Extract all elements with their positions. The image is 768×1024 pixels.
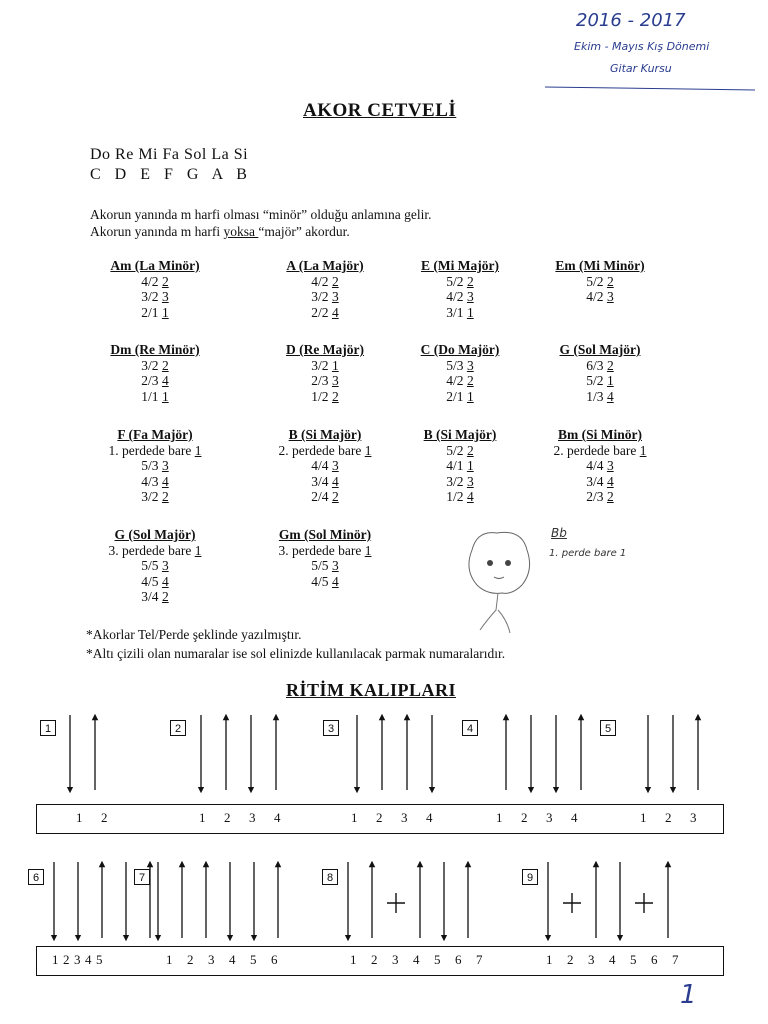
chord-name: C (Do Majör) [420,342,500,357]
chord-line [380,274,540,290]
beat-count: 5 [630,952,637,967]
beat-count: 1 [350,952,357,967]
finger-number: 4 [331,573,339,589]
chord-line [75,474,235,490]
explanation-line2-post: “majör” akordur. [258,224,350,239]
chord-name: Bm (Si Minör) [558,427,642,442]
finger-number: 3 [331,373,339,388]
chord-line [75,373,235,389]
rhythm-title: RİTİM KALIPLARI [286,680,457,700]
chord-line [380,289,540,305]
finger-number: 1 [466,458,474,473]
string-fret: 3/2 [446,473,464,489]
pattern-number: 9 [522,869,538,885]
chord-block [75,342,235,404]
chord-line [75,574,235,590]
string-fret: 5/5 [141,558,159,573]
string-fret: 5/3 [141,458,159,473]
beat-count: 2 [101,810,108,825]
beat-count: 3 [392,952,399,967]
finger-number: 2 [331,489,339,504]
explanation-line2 [90,224,350,240]
finger-number: 1 [364,442,372,458]
string-fret: 3/2 [141,357,159,373]
finger-number: 4 [606,388,614,404]
beat-count: 1 [52,952,59,967]
finger-number: 1 [331,357,339,373]
footnote-2: *Altı çizili olan numaralar ise sol elinizde kullanılacak parmak numaralarıdır. [86,646,506,661]
chord-block [75,527,235,605]
beat-count: 2 [63,952,70,967]
chord-line [380,474,540,490]
string-fret: 3/4 [311,473,329,489]
finger-number: 1 [161,388,169,404]
finger-number: 2 [161,589,169,604]
letter-notes: C D E F G A B [90,166,252,183]
beat-count: 2 [371,952,378,967]
solfege-notes: Do Re Mi Fa Sol La Si [90,146,249,163]
finger-number: 2 [466,273,474,289]
chord-line [520,389,680,405]
finger-number: 2 [466,442,474,458]
finger-number: 2 [606,357,614,373]
chord-line [380,458,540,474]
string-fret: 3/2 [311,289,329,304]
string-fret: 4/4 [586,458,604,473]
chord-block [380,258,540,320]
explanation-line2-underlined: yoksa [223,224,259,239]
chord-line [245,574,405,590]
handwritten-underline [545,87,755,91]
finger-number: 4 [161,373,169,388]
chord-line [75,305,235,321]
finger-number: 1 [466,304,474,320]
beat-count: 3 [401,810,408,825]
beat-count: 1 [640,810,647,825]
finger-number: 3 [466,357,474,373]
chord-line [75,289,235,305]
finger-number: 4 [161,573,169,589]
string-fret: 5/5 [311,558,329,573]
handwritten-course: Gitar Kursu [610,62,672,75]
string-fret: 2/3 [311,373,329,388]
finger-number: 3 [161,558,169,573]
string-fret: 2/3 [141,373,159,388]
finger-number: 1 [606,373,614,388]
finger-number: 4 [161,473,169,489]
beat-count: 2 [521,810,528,825]
chord-name: F (Fa Majör) [117,427,193,442]
page-number: 1 [680,980,697,1010]
bb-note-line: 1. perde bare 1 [549,548,627,559]
doodle-drawing [452,525,552,635]
chord-line [520,458,680,474]
string-fret: 1/2 [446,489,464,504]
finger-number: 1 [194,542,202,558]
chord-name: B (Si Majör) [423,427,497,442]
pattern-number: 6 [28,869,44,885]
finger-number: 2 [161,357,169,373]
rhythm-strokes-row [0,711,768,800]
beat-count: 1 [166,952,173,967]
chord-name: Em (Mi Minör) [555,258,645,273]
chord-line [75,458,235,474]
beat-count: 2 [187,952,194,967]
string-fret: 5/2 [586,373,604,388]
finger-number: 1 [161,304,169,320]
beat-count: 1 [496,810,503,825]
string-fret: 5/3 [446,357,464,373]
string-fret: 2/3 [586,489,604,504]
pattern-number: 4 [462,720,478,736]
beat-count: 3 [588,952,595,967]
handwritten-years: 2016 - 2017 [576,10,686,31]
beat-count: 5 [96,952,103,967]
finger-number: 1 [364,542,372,558]
string-fret: 3. perdede bare [278,542,362,558]
chord-line [380,358,540,374]
beat-count: 2 [224,810,231,825]
chord-line [520,489,680,505]
chord-line [520,443,680,459]
chord-line [520,289,680,305]
beat-count: 3 [690,810,697,825]
finger-number: 2 [161,489,169,504]
chord-block [380,342,540,404]
string-fret: 4/2 [311,273,329,289]
chord-line [380,373,540,389]
pattern-number: 5 [600,720,616,736]
beat-count: 2 [665,810,672,825]
finger-number: 1 [639,442,647,458]
chord-line [75,543,235,559]
beat-count: 6 [271,952,278,967]
beat-count: 7 [672,952,679,967]
string-fret: 4/2 [446,373,464,388]
finger-number: 2 [331,273,339,289]
explanation-line1: Akorun yanında m harfi olması “minör” olduğu anlamına gelir. [90,207,432,222]
mute-stroke [387,893,405,913]
handwritten-term: Ekim - Mayıs Kış Dönemi [574,40,710,53]
mute-stroke [635,893,653,913]
chord-name: A (La Majör) [286,258,364,273]
finger-number: 4 [331,304,339,320]
beat-count: 4 [571,810,578,825]
string-fret: 5/2 [446,273,464,289]
pattern-number: 7 [134,869,150,885]
string-fret: 1/1 [141,388,159,404]
beat-count: 1 [351,810,358,825]
chord-block [520,258,680,305]
finger-number: 3 [161,458,169,473]
chord-line [245,558,405,574]
beat-count: 4 [274,810,281,825]
chord-line [520,274,680,290]
page-title: AKOR CETVELİ [303,100,457,121]
string-fret: 3/2 [141,489,159,504]
finger-number: 2 [606,273,614,289]
beat-count: 5 [250,952,257,967]
rhythm-strokes-row [0,858,768,948]
chord-block [520,427,680,505]
chord-block [380,427,540,505]
chord-name: B (Si Majör) [288,427,362,442]
string-fret: 2/1 [446,388,464,404]
string-fret: 3/4 [586,473,604,489]
finger-number: 2 [466,373,474,388]
finger-number: 2 [161,273,169,289]
beat-count: 3 [208,952,215,967]
string-fret: 2/1 [141,304,159,320]
string-fret: 4/3 [141,473,159,489]
beat-count: 7 [476,952,483,967]
finger-number: 1 [194,442,202,458]
string-fret: 4/2 [446,289,464,304]
chord-line [75,558,235,574]
string-fret: 3/2 [311,357,329,373]
chord-block [245,527,405,589]
finger-number: 2 [331,388,339,404]
string-fret: 3/2 [141,289,159,304]
string-fret: 4/5 [141,573,159,589]
chord-block [75,258,235,320]
mute-stroke [563,893,581,913]
finger-number: 3 [606,458,614,473]
string-fret: 5/2 [446,442,464,458]
beat-count: 2 [376,810,383,825]
finger-number: 4 [331,473,339,489]
chord-line [520,358,680,374]
explanation-line2-pre: Akorun yanında m harfi [90,224,224,239]
finger-number: 2 [606,489,614,504]
chord-name: D (Re Majör) [286,342,364,357]
string-fret: 2. perdede bare [278,442,362,458]
string-fret: 2/2 [311,304,329,320]
finger-number: 3 [466,289,474,304]
chord-line [75,443,235,459]
finger-number: 4 [606,473,614,489]
footnote-1: *Akorlar Tel/Perde şeklinde yazılmıştır. [86,627,302,642]
string-fret: 4/4 [311,458,329,473]
chord-name: G (Sol Majör) [559,342,641,357]
string-fret: 6/3 [586,357,604,373]
chord-name: E (Mi Majör) [421,258,499,273]
beat-count: 3 [74,952,81,967]
beat-count: 4 [609,952,616,967]
string-fret: 3. perdede bare [108,542,192,558]
chord-line [380,305,540,321]
finger-number: 3 [466,473,474,489]
chord-name: Am (La Minör) [110,258,200,273]
chord-name: Dm (Re Minör) [110,342,200,357]
chord-name: G (Sol Majör) [114,527,196,542]
string-fret: 1. perdede bare [108,442,192,458]
beat-count: 4 [426,810,433,825]
pattern-number: 3 [323,720,339,736]
string-fret: 3/4 [141,589,159,604]
beat-count: 4 [229,952,236,967]
string-fret: 4/2 [141,273,159,289]
beat-count: 2 [567,952,574,967]
string-fret: 3/1 [446,304,464,320]
string-fret: 5/2 [586,273,604,289]
string-fret: 2/4 [311,489,329,504]
string-fret: 4/2 [586,289,604,304]
chord-name: Gm (Sol Minör) [278,527,372,542]
chord-line [75,274,235,290]
finger-number: 3 [331,289,339,304]
count-bar [36,946,724,976]
string-fret: 4/1 [446,458,464,473]
pattern-number: 8 [322,869,338,885]
beat-count: 6 [651,952,658,967]
chord-line [520,373,680,389]
bb-note-name: Bb [551,526,567,540]
beat-count: 3 [249,810,256,825]
beat-count: 1 [199,810,206,825]
finger-number: 3 [331,558,339,573]
chord-line [245,543,405,559]
chord-block [520,342,680,404]
finger-number: 3 [606,289,614,304]
beat-count: 1 [76,810,83,825]
beat-count: 4 [85,952,92,967]
chord-line [75,389,235,405]
beat-count: 4 [413,952,420,967]
chord-line [380,489,540,505]
string-fret: 1/3 [586,388,604,404]
string-fret: 2. perdede bare [553,442,637,458]
pattern-number: 1 [40,720,56,736]
finger-number: 3 [331,458,339,473]
chord-block [75,427,235,505]
chord-line [380,443,540,459]
beat-count: 6 [455,952,462,967]
finger-number: 1 [466,388,474,404]
finger-number: 4 [466,489,474,504]
chord-line [380,389,540,405]
pattern-number: 2 [170,720,186,736]
chord-line [75,589,235,605]
chord-line [75,489,235,505]
beat-count: 1 [546,952,553,967]
finger-number: 3 [161,289,169,304]
chord-line [520,474,680,490]
beat-count: 5 [434,952,441,967]
string-fret: 1/2 [311,388,329,404]
string-fret: 4/5 [311,573,329,589]
beat-count: 3 [546,810,553,825]
chord-line [75,358,235,374]
